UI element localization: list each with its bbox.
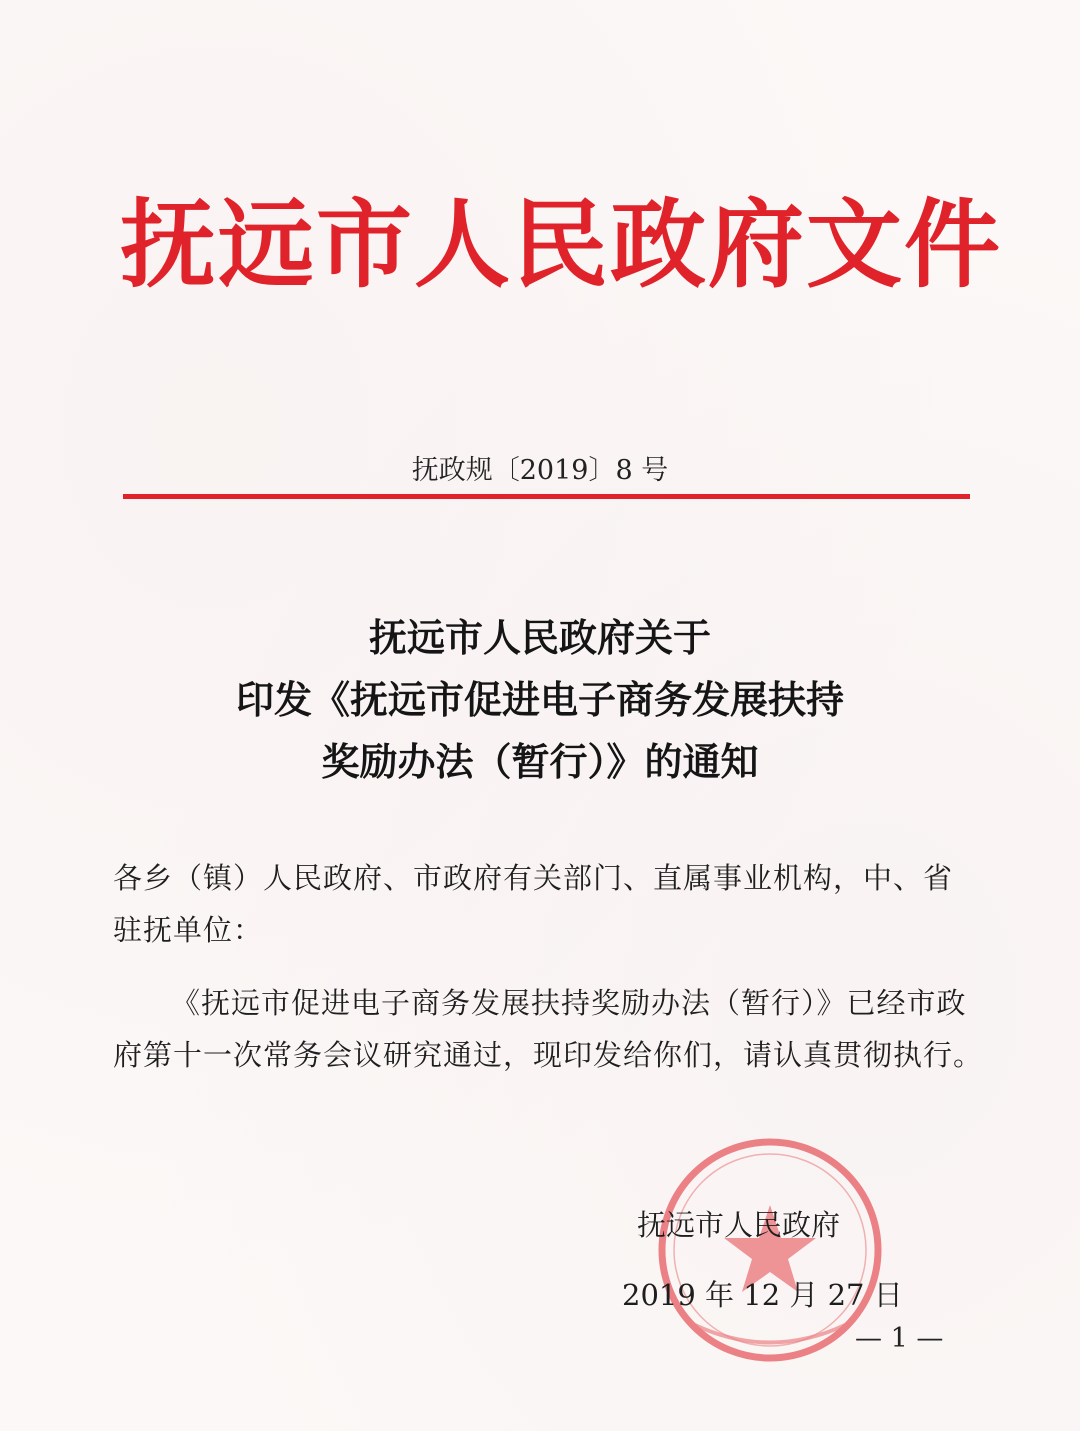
paragraph-line-2: 府第十一次常务会议研究通过，现印发给你们，请认真贯彻执行。 — [113, 1038, 984, 1072]
issue-date: 2019 年 12 月 27 日 — [622, 1278, 903, 1312]
issuer-signature: 抚远市人民政府 — [637, 1208, 841, 1242]
salutation — [113, 852, 988, 956]
masthead-title: 抚远市人民政府文件 — [120, 188, 1002, 301]
paragraph-line-1: 《抚远市促进电子商务发展扶持奖励办法（暂行）》已经市政 — [171, 986, 967, 1020]
document-title — [0, 607, 1080, 793]
red-divider-rule — [123, 494, 970, 499]
title-line-3: 奖励办法（暂行）》的通知 — [321, 739, 759, 784]
page-number: — 1 — — [855, 1323, 944, 1354]
official-seal-stamp — [655, 1135, 885, 1365]
document-number: 抚政规〔2019〕8 号 — [411, 455, 669, 486]
body-paragraph — [113, 977, 988, 1081]
salutation-line-1: 各乡（镇）人民政府、市政府有关部门、直属事业机构，中、省 — [113, 861, 954, 895]
salutation-line-2: 驻抚单位： — [113, 913, 264, 947]
title-line-1: 抚远市人民政府关于 — [368, 615, 711, 660]
title-line-2: 印发《抚远市促进电子商务发展扶持 — [235, 677, 844, 722]
